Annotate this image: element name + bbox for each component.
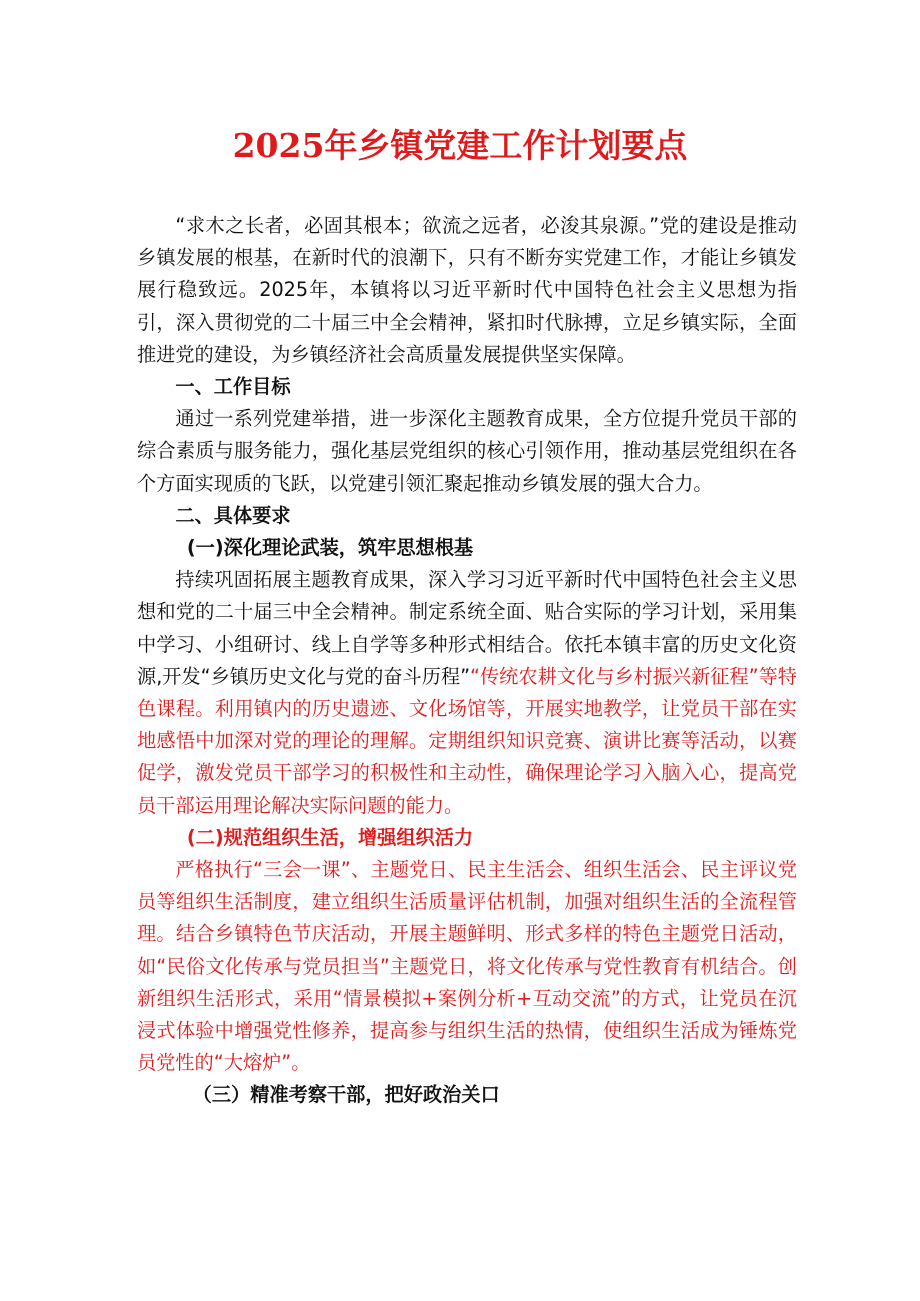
subsection1-text-red: “传统农耕文化与乡村振兴新征程”等特色课程。利用镇内的历史遗迹、文化场馆等，开展实地教学，让党员干部在实地感悟中加深对党的理论的理解。定期组织知识竞赛、演讲比赛等活动，以赛促学，激发党员干部学习的积极性和主动性，确保理论学习入脑入心，提高党员干部运用理论解决实际问题的能力。 [137, 664, 797, 817]
subsection2-heading: (二)规范组织生活，增强组织活力 [186, 825, 474, 849]
section1-heading: 一、工作目标 [175, 375, 291, 399]
section2-heading: 二、具体要求 [175, 503, 291, 527]
subsection1-heading: (一)深化理论武装，筑牢思想根基 [186, 536, 474, 560]
document-body [137, 210, 797, 1112]
intro-paragraph: “求木之长者，必固其根本；欲流之远者，必浚其泉源。”党的建设是推动乡镇发展的根基，在新时代的浪潮下，只有不断夯实党建工作，才能让乡镇发展行稳致远。2025年，本镇将以习近平新时代中国特色社会主义思想为指引，深入贯彻党的二十届三中全会精神，紧扣时代脉搏，立足乡镇实际，全面推进党的建设，为乡镇经济社会高质量发展提供坚实保障。 [137, 214, 797, 366]
document-title: 2025年乡镇党建工作计划要点 [232, 126, 688, 165]
subsection1-paragraph [137, 564, 797, 822]
subsection2-text-red: “三会一课”、主题党日、民主生活会、组织生活会、民主评议党员等组织生活制度，建立组织生活质量评估机制，加强对组织生活的全流程管理。结合乡镇特色节庆活动，开展主题鲜明、形式多样的特色主题党日活动，如“民俗文化传承与党员担当”主题党日，将文化传承与党性教育有机结合。创新组织生活形式，采用“情景模拟+案例分析+互动交流”的方式，让党员在沉浸式体验中增强党性修养，提高参与组织生活的热情，使组织生活成为锤炼党员党性的“大熔炉”。 [137, 858, 798, 1075]
subsection2-paragraph [137, 854, 797, 1079]
subsection1-text-black: 持续巩固拓展主题教育成果，深入学习习近平新时代中国特色社会主义思想和党的二十届三中全会精神。制定系统全面、贴合实际的学习计划，采用集中学习、小组研讨、线上自学等多种形式相结合。依托本镇丰富的历史文化资源,开发“乡镇历史文化与党的奋斗历程” [137, 568, 797, 688]
section1-paragraph: 通过一系列党建举措，进一步深化主题教育成果，全方位提升党员干部的综合素质与服务能力，强化基层党组织的核心引领作用，推动基层党组织在各个方面实现质的飞跃，以党建引领汇聚起推动乡镇发展的强大合力。 [137, 407, 797, 495]
subsection2-text-black: 严格执行 [175, 858, 254, 882]
subsection3-heading: （三）精准考察干部，把好政治关口 [192, 1083, 500, 1107]
